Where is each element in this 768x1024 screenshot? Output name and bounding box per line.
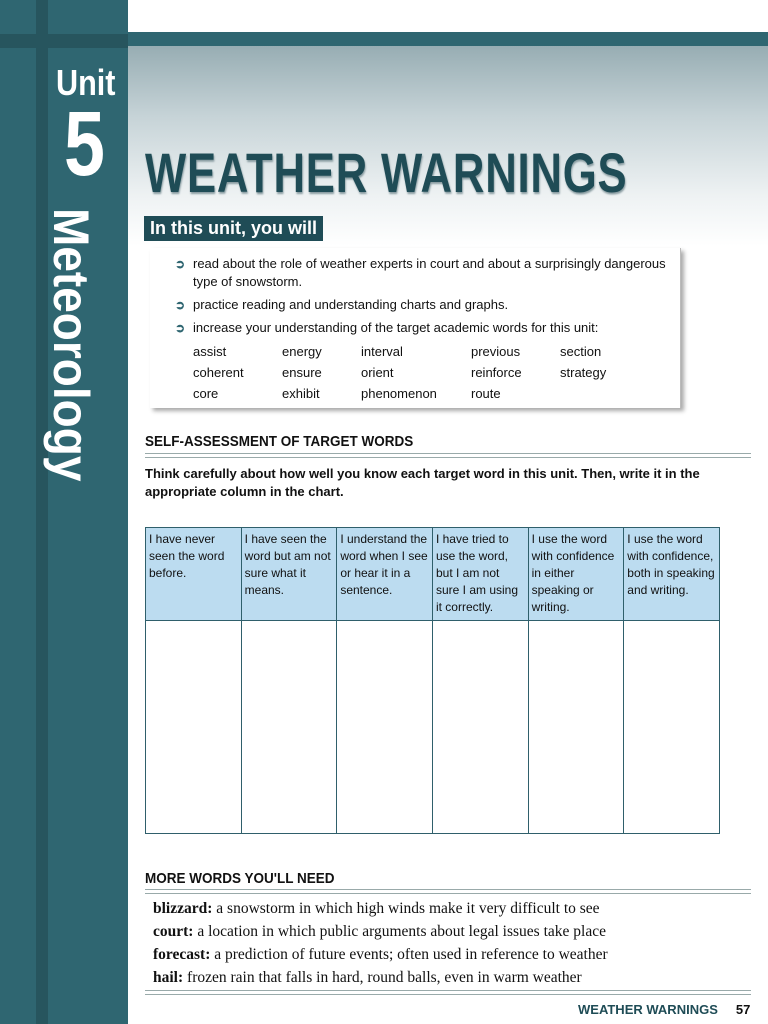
chart-column-header: I use the word with confidence, both in speaking and writing. <box>624 528 720 621</box>
definition-item <box>153 920 608 943</box>
definition-term: forecast: <box>153 946 211 963</box>
target-word: energy <box>282 344 322 359</box>
definition-text: a snowstorm in which high winds make it very difficult to see <box>216 900 600 917</box>
target-word: interval <box>361 344 403 359</box>
bullet-item <box>175 319 675 337</box>
chart-column-header: I have never seen the word before. <box>146 528 242 621</box>
definition-item <box>153 966 608 989</box>
bullet-item <box>175 296 675 314</box>
target-word: strategy <box>560 365 607 380</box>
bullet-text: increase your understanding of the target academic words for this unit: <box>193 320 599 335</box>
arrow-bullet-icon: ➲ <box>175 257 186 271</box>
arrow-bullet-icon: ➲ <box>175 321 186 335</box>
target-word: orient <box>361 365 394 380</box>
unit-subject: Meteorology <box>43 208 99 482</box>
intro-bullets <box>175 255 675 342</box>
self-assessment-chart <box>145 527 720 834</box>
chart-answer-row <box>146 621 720 834</box>
footer-rule <box>145 990 751 995</box>
page-number: 57 <box>735 1002 751 1017</box>
target-word: route <box>471 386 501 401</box>
target-word: exhibit <box>282 386 320 401</box>
target-word: coherent <box>193 365 244 380</box>
definition-text: a prediction of future events; often used in reference to weather <box>214 946 608 963</box>
target-word: phenomenon <box>361 386 437 401</box>
definition-text: frozen rain that falls in hard, round balls, even in warm weather <box>187 969 582 986</box>
target-word: assist <box>193 344 227 359</box>
answer-cell[interactable] <box>432 621 528 834</box>
definition-term: blizzard: <box>153 900 213 917</box>
target-word: reinforce <box>471 365 522 380</box>
chart-column-header: I have seen the word but am not sure what it means. <box>241 528 337 621</box>
word-column <box>560 344 670 386</box>
top-band <box>128 32 768 46</box>
target-word: previous <box>471 344 521 359</box>
target-word: section <box>560 344 602 359</box>
bullet-text: read about the role of weather experts in court and about a surprisingly dangerous type of snowstorm. <box>193 256 666 289</box>
definition-item <box>153 943 608 966</box>
chart-column-header: I have tried to use the word, but I am not sure I am using it correctly. <box>432 528 528 621</box>
page-footer <box>578 1002 750 1017</box>
answer-cell[interactable] <box>624 621 720 834</box>
chart-column-header: I understand the word when I see or hear it in a sentence. <box>337 528 433 621</box>
definition-term: court: <box>153 923 194 940</box>
answer-cell[interactable] <box>241 621 337 834</box>
unit-label: Unit <box>56 62 116 103</box>
bullet-text: practice reading and understanding charts and graphs. <box>193 297 509 312</box>
answer-cell[interactable] <box>528 621 624 834</box>
target-word: ensure <box>282 365 322 380</box>
word-column <box>361 344 471 407</box>
unit-number: 5 <box>64 93 105 195</box>
chart-header-row <box>146 528 720 621</box>
answer-cell[interactable] <box>146 621 242 834</box>
section-rule <box>145 453 751 458</box>
page-title: WEATHER WARNINGS <box>145 141 628 204</box>
self-assessment-heading: SELF-ASSESSMENT OF TARGET WORDS <box>145 433 414 450</box>
sidebar-band <box>0 34 128 48</box>
chart-column-header: I use the word with confidence in either speaking or writing. <box>528 528 624 621</box>
definition-term: hail: <box>153 969 184 986</box>
more-words-heading: MORE WORDS YOU'LL NEED <box>145 870 335 887</box>
target-word: core <box>193 386 219 401</box>
bullet-item <box>175 255 675 291</box>
intro-heading: In this unit, you will <box>144 216 323 241</box>
definition-text: a location in which public arguments about legal issues take place <box>197 923 606 940</box>
definition-item <box>153 897 608 920</box>
running-title: WEATHER WARNINGS <box>578 1002 718 1017</box>
self-assessment-instructions: Think carefully about how well you know each target word in this unit. Then, write it in the appropriate column in the chart. <box>145 466 700 499</box>
definitions-list <box>153 897 608 989</box>
sidebar <box>0 0 128 1024</box>
arrow-bullet-icon: ➲ <box>175 298 186 312</box>
answer-cell[interactable] <box>337 621 433 834</box>
section-rule <box>145 889 751 894</box>
sidebar-stripe <box>36 0 48 1024</box>
